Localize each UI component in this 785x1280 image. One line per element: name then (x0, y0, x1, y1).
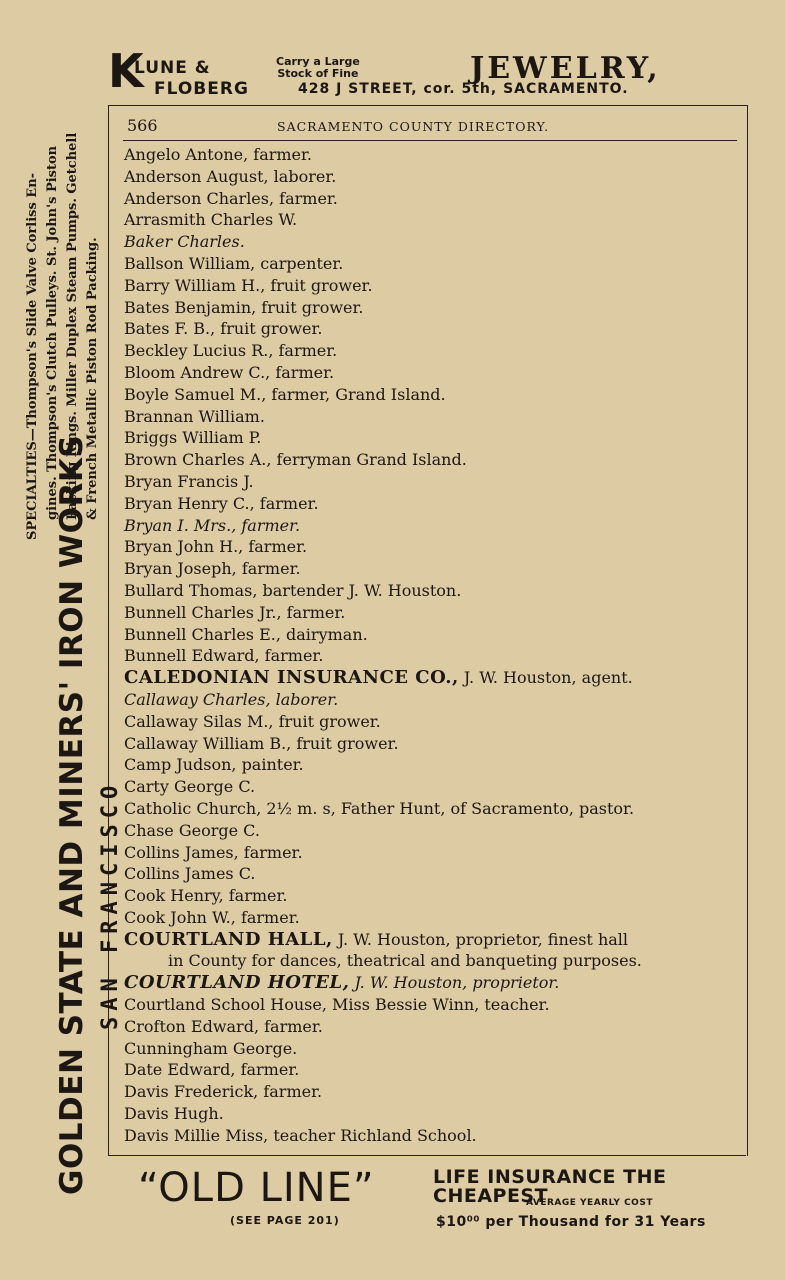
directory-entry (124, 231, 740, 253)
entry-text: Camp Judson, painter. (124, 755, 304, 775)
directory-entry (124, 362, 740, 384)
entry-text: Cook Henry, farmer. (124, 886, 288, 906)
directory-entry (124, 798, 740, 820)
ad-jewelry-title: JEWELRY, (470, 51, 661, 86)
directory-entry (124, 689, 740, 711)
directory-entry (124, 1081, 740, 1103)
entry-text: Anderson Charles, farmer. (124, 188, 338, 208)
directory-entry (124, 820, 740, 842)
entry-text: J. W. Houston, agent. (458, 668, 633, 688)
directory-entry (124, 340, 740, 362)
entry-text: Collins James, farmer. (124, 842, 303, 862)
entry-text: Barry William H., fruit grower. (124, 275, 373, 295)
entry-text: Anderson August, laborer. (124, 166, 337, 186)
directory-entry (124, 144, 740, 166)
entry-text: J. W. Houston, proprietor, finest hall (332, 929, 629, 949)
directory-entry (124, 907, 740, 929)
entry-text: Brannan William. (124, 406, 265, 426)
entry-text: Boyle Samuel M., farmer, Grand Island. (124, 384, 446, 404)
jewelry-advertisement (108, 44, 748, 104)
entry-text: Carty George C. (124, 777, 256, 797)
entry-text: Bloom Andrew C., farmer. (124, 362, 335, 382)
directory-entry (124, 209, 740, 231)
directory-entry (124, 1125, 740, 1147)
directory-entry (124, 972, 740, 994)
entry-bold-name: CALEDONIAN INSURANCE CO., (124, 667, 459, 689)
entry-text: Cunningham George. (124, 1038, 298, 1058)
directory-entry (124, 885, 740, 907)
directory-entry (124, 427, 740, 449)
entry-text: Bryan I. Mrs., farmer. (124, 515, 301, 535)
entry-text: Bunnell Edward, farmer. (124, 646, 324, 666)
directory-entry (124, 384, 740, 406)
entry-text: Bates F. B., fruit grower. (124, 319, 323, 339)
entry-text: Davis Hugh. (124, 1104, 224, 1124)
directory-entry (124, 733, 740, 755)
directory-entry (124, 842, 740, 864)
directory-entry (124, 166, 740, 188)
entry-text: Callaway William B., fruit grower. (124, 733, 399, 753)
entry-text: Bryan Henry C., farmer. (124, 493, 319, 513)
directory-entry (124, 536, 740, 558)
directory-entry (124, 580, 740, 602)
directory-entry (124, 667, 740, 689)
entry-text: Davis Millie Miss, teacher Richland School. (124, 1125, 477, 1145)
directory-entry (124, 558, 740, 580)
side-ad-city: SAN FRANCISCO (98, 779, 123, 1030)
directory-entry (124, 449, 740, 471)
entry-text: Ballson William, carpenter. (124, 253, 344, 273)
directory-entry (124, 275, 740, 297)
directory-entry (124, 515, 740, 537)
directory-entry (124, 624, 740, 646)
directory-entry (124, 929, 740, 973)
directory-entry (124, 645, 740, 667)
entry-text: Bunnell Charles Jr., farmer. (124, 602, 346, 622)
entry-text: Beckley Lucius R., farmer. (124, 341, 338, 361)
ad-firm-line1: LUNE & (134, 58, 211, 78)
page-number: 566 (127, 116, 158, 135)
directory-entry (124, 776, 740, 798)
ad-address: 428 J STREET, cor. 5th, SACRAMENTO. (298, 81, 629, 97)
directory-entry (124, 318, 740, 340)
directory-entry (124, 406, 740, 428)
running-head: SACRAMENTO COUNTY DIRECTORY. (277, 119, 550, 134)
directory-entry (124, 297, 740, 319)
entry-bold-name: COURTLAND HALL, (124, 928, 333, 950)
entry-text: Davis Frederick, farmer. (124, 1082, 323, 1102)
page-header (127, 116, 737, 138)
entry-text: Collins James C. (124, 864, 256, 884)
side-ad-company-name: GOLDEN STATE AND MINERS' IRON WORKS (54, 434, 90, 1195)
directory-entry (124, 471, 740, 493)
side-ad-specialties-line3: Packing Rings. Miller Duplex Steam Pumps. Getchell (65, 132, 80, 520)
entry-text: Date Edward, farmer. (124, 1060, 300, 1080)
ad-firm-line2: FLOBERG (154, 79, 249, 99)
directory-entry (124, 602, 740, 624)
entry-text: Bryan John H., farmer. (124, 537, 308, 557)
entry-text: Bunnell Charles E., dairyman. (124, 624, 368, 644)
entry-continuation: in County for dances, theatrical and banqueting purposes. (168, 951, 642, 971)
ad-average-cost: AVERAGE YEARLY COST (526, 1198, 653, 1208)
ad-initial-letter: K (108, 44, 144, 98)
directory-entry (124, 493, 740, 515)
header-rule (123, 140, 737, 141)
ad-carry-line2: Stock of Fine (277, 67, 359, 80)
entry-text: Catholic Church, 2½ m. s, Father Hunt, of Sacramento, pastor. (124, 798, 635, 818)
entry-text: Crofton Edward, farmer. (124, 1016, 323, 1036)
directory-entry (124, 188, 740, 210)
entry-text: Callaway Charles, laborer. (124, 689, 339, 709)
directory-entry (124, 1059, 740, 1081)
insurance-advertisement (108, 1155, 746, 1236)
entry-bold-name: COURTLAND HOTEL, (124, 972, 350, 994)
directory-entry (124, 1103, 740, 1125)
entry-text: J. W. Houston, proprietor. (349, 973, 560, 993)
ad-old-line: “OLD LINE” (138, 1165, 375, 1211)
ad-see-page: (SEE PAGE 201) (230, 1214, 340, 1227)
ad-per-thousand: $10⁰⁰ per Thousand for 31 Years (436, 1214, 706, 1230)
entry-text: Bryan Francis J. (124, 471, 254, 491)
entry-text: Callaway Silas M., fruit grower. (124, 711, 381, 731)
entry-text: Courtland School House, Miss Bessie Winn, teacher. (124, 995, 550, 1015)
directory-entry (124, 863, 740, 885)
entry-text: Brown Charles A., ferryman Grand Island. (124, 450, 467, 470)
entry-text: Angelo Antone, farmer. (124, 145, 312, 164)
directory-entry (124, 1016, 740, 1038)
directory-entry (124, 1038, 740, 1060)
directory-entry (124, 711, 740, 733)
ad-carry-line1: Carry a Large (276, 55, 360, 68)
directory-entry (124, 994, 740, 1016)
entry-text: Arrasmith Charles W. (124, 210, 298, 230)
entry-text: Bullard Thomas, bartender J. W. Houston. (124, 580, 462, 600)
side-ad-specialties-line1: SPECIALTIES—Thompson's Slide Valve Corliss En- (25, 172, 40, 540)
directory-entry (124, 253, 740, 275)
entry-text: Bates Benjamin, fruit grower. (124, 297, 364, 317)
entry-text: Baker Charles. (124, 232, 245, 252)
ad-carry-text (276, 56, 360, 80)
entry-text: Chase George C. (124, 820, 260, 840)
directory-entry (124, 754, 740, 776)
entry-text: Cook John W., farmer. (124, 907, 300, 927)
entry-text: Bryan Joseph, farmer. (124, 559, 301, 579)
side-ad-specialties-line4: & French Metallic Piston Rod Packing. (85, 237, 100, 520)
side-ad-specialties-line2: gines. Thompson's Clutch Pulleys. St. John's Piston (45, 145, 60, 520)
entry-text: Briggs William P. (124, 428, 262, 448)
directory-entries (124, 144, 740, 1147)
ad-life-insurance: LIFE INSURANCE THE CHEAPEST (433, 1166, 667, 1207)
